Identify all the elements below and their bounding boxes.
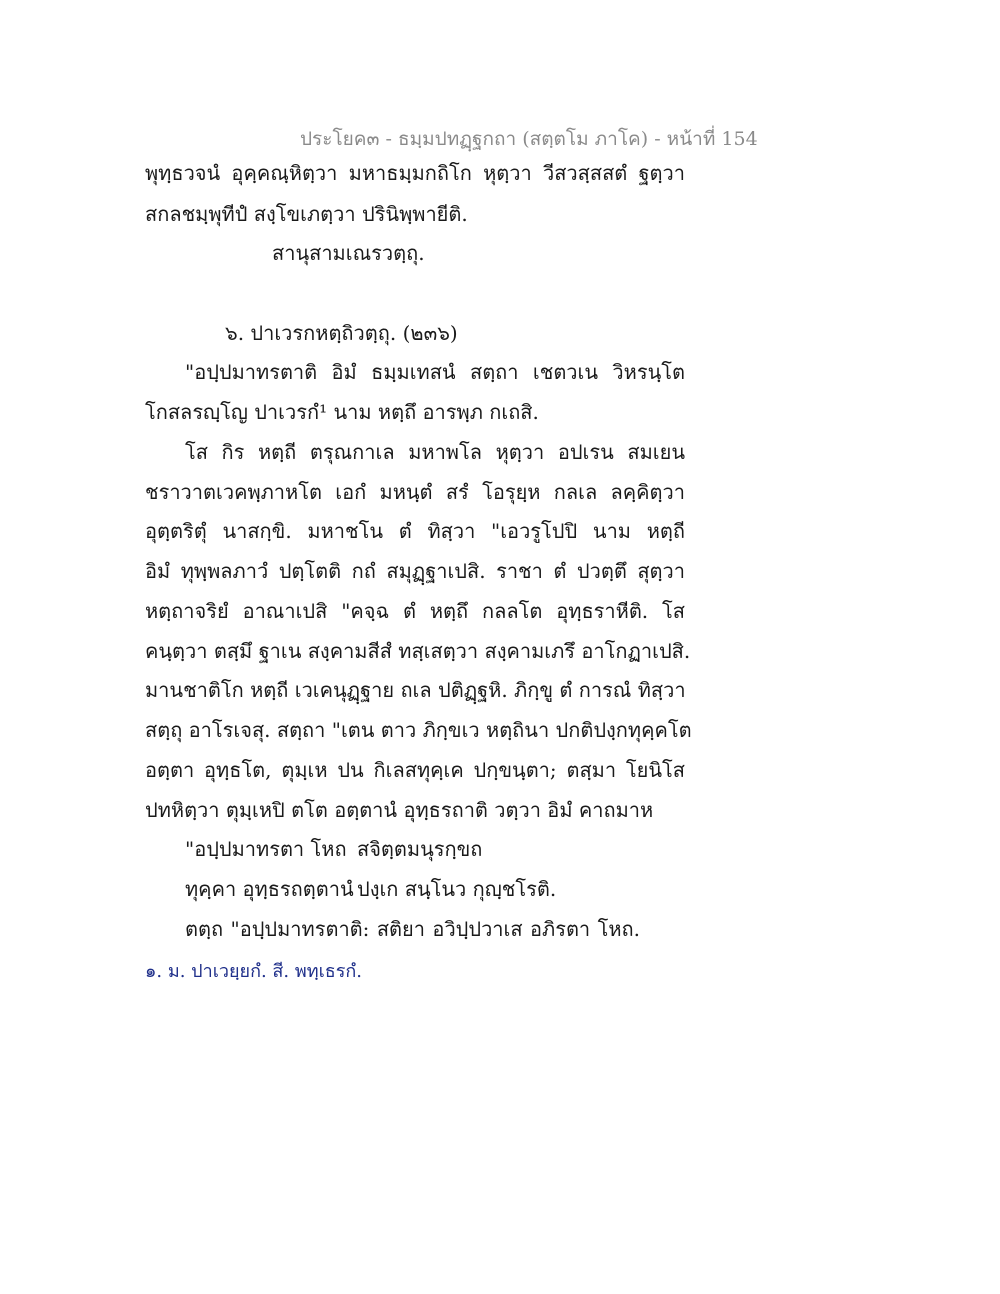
body-line-14: อตฺตา อุทฺธโต, ตุมฺเห ปน กิเลสทุคฺเค ปกฺขนฺตา; ตสฺมา โยนิโส [145, 758, 685, 782]
body-line-13: สตฺถุ อาโรเจสุ. สตฺถา "เตน ตาว ภิกฺขเว หตฺถินา ปกติปงฺกทุคฺคโต [145, 718, 692, 742]
verse-line-2 [185, 876, 556, 902]
body-line-5: โกสลรญฺโญ ปาเวรกํ¹ นาม หตฺถึ อารพฺภ กเถสิ. [145, 400, 539, 424]
body-line-9: อิมํ ทุพฺพลภาวํ ปตฺโตติ กถํ สมุฏฺฐาเปสิ. ราชา ตํ ปวตฺตึ สุตฺวา [145, 559, 685, 583]
body-line-4: "อปฺปมาทรตาติ อิมํ ธมฺมเทสนํ สตฺถา เชตวเน วิหรนฺโต [185, 360, 685, 384]
verse-2-part-b: ปงฺเก สนฺโนว กุญฺชโรติ. [357, 877, 557, 901]
story-title: ๖. ปาเวรกหตฺถิวตฺถุ. (๒๓๖) [225, 321, 458, 345]
body-line-12: มานชาติโก หตฺถี เวเคนุฏฺฐาย ถเล ปติฏฺฐหิ. ภิกฺขู ตํ การณํ ทิสฺวา [145, 678, 686, 702]
body-line-7: ชราวาตเวคพฺภาหโต เอกํ มหนฺตํ สรํ โอรุยฺห กลเล ลคฺคิตฺวา [145, 480, 685, 504]
body-line-2: สกลชมฺพุทีปํ สงฺโขเภตฺวา ปรินิพฺพายีติ. [145, 202, 468, 226]
body-line-15: ปทหิตฺวา ตุมฺเหปิ ตโต อตฺตานํ อุทฺธรถาติ วตฺวา อิมํ คาถมาห [145, 798, 654, 822]
section-end-title: สานุสามเณรวตฺถุ. [272, 241, 425, 265]
body-line-11: คนฺตฺวา ตสฺมึ ฐาเน สงฺคามสีสํ ทสฺเสตฺวา สงฺคามเภรึ อาโกฏาเปสิ. [145, 639, 691, 663]
body-line-8: อุตฺตริตุํ นาสกฺขิ. มหาชโน ตํ ทิสฺวา "เอวรูโปปิ นาม หตฺถี [145, 519, 685, 543]
body-line-1: พุทฺธวจนํ อุคฺคณฺหิตฺวา มหาธมฺมกถิโก หุตฺวา วีสวสฺสสตํ ฐตฺวา [145, 161, 685, 185]
verse-1-part-b: สจิตฺตมนุรกฺขถ [357, 837, 483, 861]
body-line-10: หตฺถาจริยํ อาณาเปสิ "คจฺฉ ตํ หตฺถึ กลลโต อุทฺธราหีติ. โส [145, 599, 685, 623]
body-line-16: ตตฺถ "อปฺปมาทรตาติ: สติยา อวิปฺปวาเส อภิรตา โหถ. [185, 917, 640, 941]
verse-line-1 [185, 836, 482, 862]
body-line-6: โส กิร หตฺถี ตรุณกาเล มหาพโล หุตฺวา อปเรน สมเยน [185, 440, 685, 464]
verse-1-part-a: "อปฺปมาทรตา โหถ [185, 837, 347, 861]
footnote: ๑. ม. ปาเวยฺยกํ. สี. พทฺเธรกํ. [145, 961, 362, 982]
verse-2-part-a: ทุคฺคา อุทฺธรถตฺตานํ [185, 877, 354, 901]
page-header: ประโยค๓ - ธมฺมปทฏฺฐกถา (สตฺตโม ภาโค) - หน้าที่ 154 [300, 128, 758, 150]
